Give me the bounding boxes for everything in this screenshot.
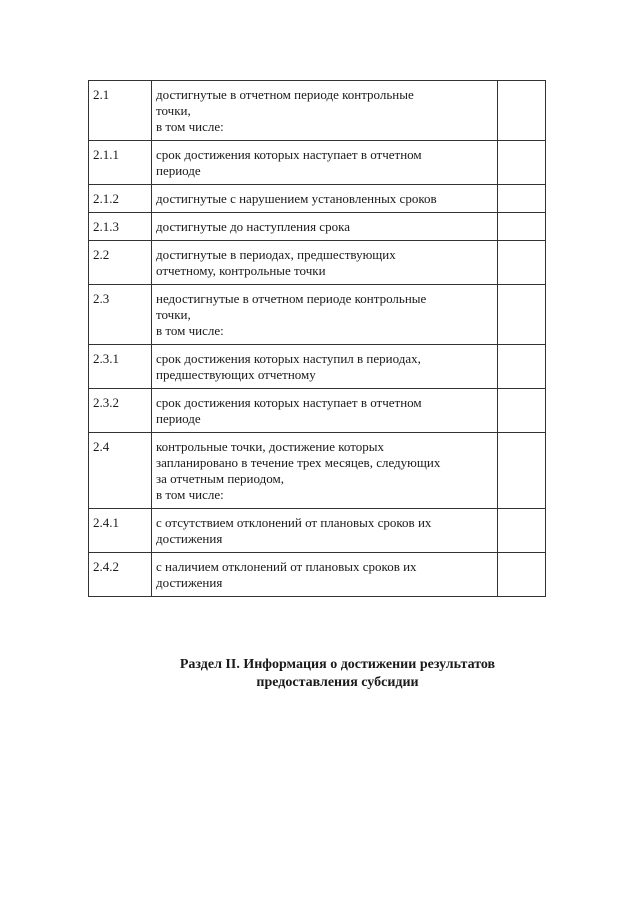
row-number: 2.4.2 <box>89 553 152 597</box>
row-description: достигнутые с нарушением установленных сроков <box>152 185 498 213</box>
table-row <box>89 345 546 389</box>
row-number: 2.4.1 <box>89 509 152 553</box>
row-description: срок достижения которых наступает в отчетном периоде <box>152 389 498 433</box>
row-value-cell <box>498 285 546 345</box>
row-description: контрольные точки, достижение которых запланировано в течение трех месяцев, следующих за отчетным периодом, в том числе: <box>152 433 498 509</box>
row-number: 2.1.1 <box>89 141 152 185</box>
row-number: 2.1 <box>89 81 152 141</box>
row-value-cell <box>498 81 546 141</box>
row-number: 2.2 <box>89 241 152 285</box>
row-description: достигнутые в отчетном периоде контрольные точки, в том числе: <box>152 81 498 141</box>
row-number: 2.3.1 <box>89 345 152 389</box>
row-description: с отсутствием отклонений от плановых сроков их достижения <box>152 509 498 553</box>
table-row <box>89 81 546 141</box>
control-points-table <box>88 80 546 597</box>
section-heading <box>100 656 575 692</box>
section-title-line-2: предоставления субсидии <box>256 675 419 690</box>
row-description: достигнутые до наступления срока <box>152 213 498 241</box>
row-value-cell <box>498 213 546 241</box>
row-value-cell <box>498 185 546 213</box>
table-row <box>89 141 546 185</box>
row-description: срок достижения которых наступает в отчетном периоде <box>152 141 498 185</box>
row-value-cell <box>498 141 546 185</box>
row-description: срок достижения которых наступил в периодах, предшествующих отчетному <box>152 345 498 389</box>
row-value-cell <box>498 433 546 509</box>
row-description: с наличием отклонений от плановых сроков их достижения <box>152 553 498 597</box>
row-number: 2.3.2 <box>89 389 152 433</box>
table-row <box>89 185 546 213</box>
row-number: 2.4 <box>89 433 152 509</box>
row-description: достигнутые в периодах, предшествующих отчетному, контрольные точки <box>152 241 498 285</box>
row-value-cell <box>498 345 546 389</box>
row-value-cell <box>498 389 546 433</box>
table-row <box>89 285 546 345</box>
row-value-cell <box>498 553 546 597</box>
table-row <box>89 213 546 241</box>
row-value-cell <box>498 509 546 553</box>
section-title-line-1: Раздел II. Информация о достижении результатов <box>179 657 496 672</box>
row-description: недостигнутые в отчетном периоде контрольные точки, в том числе: <box>152 285 498 345</box>
table-row <box>89 433 546 509</box>
row-number: 2.3 <box>89 285 152 345</box>
row-number: 2.1.2 <box>89 185 152 213</box>
table-row <box>89 241 546 285</box>
table-row <box>89 509 546 553</box>
row-value-cell <box>498 241 546 285</box>
table-row <box>89 553 546 597</box>
table-row <box>89 389 546 433</box>
row-number: 2.1.3 <box>89 213 152 241</box>
